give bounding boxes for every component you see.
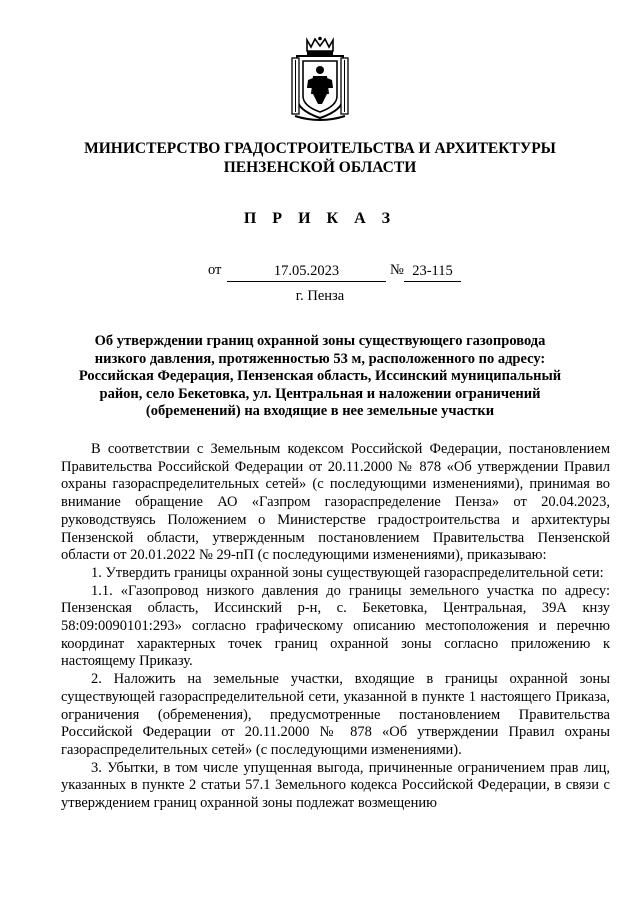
order-subject xyxy=(60,333,580,421)
subject-line4: район, село Бекетовка, ул. Центральная и наложении ограничений xyxy=(99,385,541,402)
number-prefix: № xyxy=(390,262,404,278)
subject-line5: (обременений) на входящие в нее земельные участки xyxy=(145,403,495,419)
subject-line2: низкого давления, протяженностью 53 м, расположенного по адресу: xyxy=(94,350,546,367)
date-prefix: от xyxy=(208,262,222,278)
item-1-1-paragraph: 1.1. «Газопровод низкого давления до границы земельного участка по адресу: Пензенская область, Иссинский р-н, с. Бекетовка, Центральная, 39А кнзу 58:09:0090101:293» согласно графическому описанию местоположения и перечню координат характерных точек границ охранной зоны согласно приложению к настоящему Приказу. xyxy=(61,582,610,670)
subject-line3: Российская Федерация, Пензенская область, Иссинский муниципальный xyxy=(78,368,562,384)
order-title: П Р И К А З xyxy=(243,210,397,227)
item-3-paragraph: 3. Убытки, в том числе упущенная выгода, причиненные ограничением прав лиц, указанных в пункте 2 статьи 57.1 Земельного кодекса Российской Федерации, в связи с утверждением границ охранной зоны подлежат возмещению xyxy=(61,759,610,812)
ministry-name-line2: ПЕНЗЕНСКОЙ ОБЛАСТИ xyxy=(223,159,417,176)
order-date: 17.05.2023 xyxy=(227,262,386,282)
item-1-paragraph: 1. Утвердить границы охранной зоны существующей газораспределительной сети: xyxy=(91,564,604,581)
item-2-paragraph: 2. Наложить на земельные участки, входящие в границы охранной зоны существующей газораспределительной сети, указанной в пункте 1 настоящего Приказа, ограничения (обременения), предусмотренные постановлением Правительства Российской Федерации от 20.11.2000 № 878 «Об утверждении Правил охраны газораспределительных сетей» (с последующими изменениями). xyxy=(61,671,610,758)
subject-line1: Об утверждении границ охранной зоны существующего газопровода xyxy=(94,333,546,349)
preamble-paragraph: В соответствии с Земельным кодексом Российской Федерации, постановлением Правительства Российской Федерации от 20.11.2000 № 878 «Об утверждении Правил охраны газораспределительных сетей» (с последующими изменениями), принимая во внимание обращение АО «Газпром газораспределение Пенза» от 20.04.2023, руководствуясь Положением о Министерстве градостроительства и архитектуры Пензенской области, утвержденным постановлением Правительства Пензенской области от 20.01.2022 № 29-пП (с последующими изменениями), приказываю: xyxy=(61,441,610,564)
ministry-name-line1: МИНИСТЕРСТВО ГРАДОСТРОИТЕЛЬСТВА И АРХИТЕКТУРЫ xyxy=(84,140,556,157)
coat-of-arms-icon xyxy=(291,36,349,122)
ministry-name xyxy=(60,139,580,177)
order-city: г. Пенза xyxy=(295,288,345,304)
order-number: 23-115 xyxy=(404,262,461,282)
order-date-number-line xyxy=(208,262,468,284)
order-body xyxy=(61,441,610,813)
